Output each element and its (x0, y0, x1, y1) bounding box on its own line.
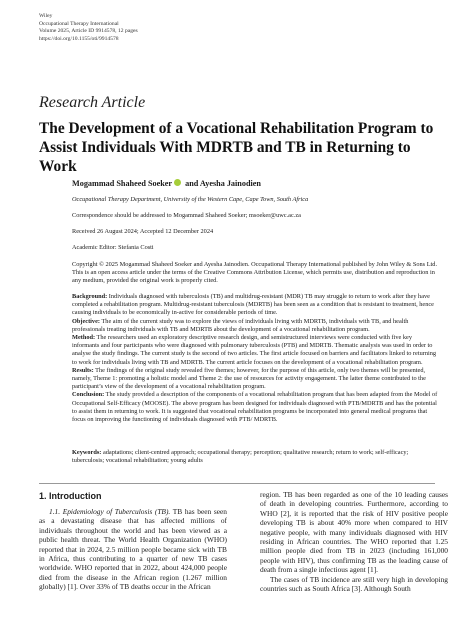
paragraph: The cases of TB incidence are still very high in developing countries such as South Africa [3]. Although South (260, 574, 448, 594)
article-type: Research Article (39, 94, 146, 111)
paragraph: region. TB has been regarded as one of the 10 leading causes of death in developing countries. Furthermore, according to WHO [2], it is reported that the risk of HIV positive people developing TB is about 40% more when compared to HIV negative people, with many individuals diagnosed with HIV residing in African countries. The WHO reported that 1.25 million people died from TB in 2023 (including 161,000 people with HIV), thus confirming TB as the leading cause of death from a single infectious agent [1]. (260, 490, 448, 575)
doi-link[interactable]: https://doi.org/10.1155/oti/9914578 (39, 35, 119, 42)
section-heading-introduction: 1. Introduction (39, 491, 102, 501)
abstract (72, 293, 438, 424)
keywords-label: Keywords: (72, 449, 102, 456)
author-second[interactable]: Ayesha Jainodien (199, 179, 261, 188)
copyright-notice: Copyright © 2025 Mogammad Shaheed Soeker and Ayesha Jainodien. Occupational Therapy International published by John Wiley & Sons Ltd. This is an open access article under the terms of the Creative Commons Attribution License, which permits use, distribution and reproduction in any medium, provided the original work is properly cited. (72, 261, 438, 285)
abstract-conclusion-label: Conclusion: (72, 391, 105, 399)
author-separator: and (183, 179, 200, 188)
correspondence: Correspondence should be addressed to Mogammad Shaheed Soeker; msoeker@uwc.ac.za (72, 212, 301, 219)
author-first[interactable]: Mogammad Shaheed Soeker (72, 179, 173, 188)
abstract-background: Background: Individuals diagnosed with tuberculosis (TB) and multidrug-resistant (MDR) TB may struggle to return to work after they have completed a rehabilitation program. Multidrug-resistant tuberculosis (MDRTB) has been seen as a condition that is resistant to treatment, hence causing individuals to be economically in-active for considerable periods of time. (72, 293, 434, 317)
abstract-objective: Objective: The aim of the current study was to explore the views of individuals living with MDRTB, individuals with TB, and health professionals treating individuals with TB and MDRTB about the development of a vocational rehabilitation program. (72, 317, 409, 333)
body-column-right (260, 490, 448, 593)
volume-line: Volume 2025, Article ID 9914578, 12 pages (39, 28, 138, 35)
abstract-conclusion: Conclusion: The study provided a description of the components of a vocational rehabilitation program that has been adapted from the Model of Occupational Self-Efficacy (MOOSE). The above program has been designed for individuals diagnosed with PTB/MDRTB and has the potential to assist them in returning to work. It is suggested that vocational rehabilitation programs be incorporated into general medical programs that focus on improving the functioning of individuals diagnosed with PTB/ MDRTB. (72, 391, 438, 424)
received-accepted-dates: Received 26 August 2024; Accepted 12 December 2024 (72, 228, 214, 235)
subsection-heading: 1.1. Epidemiology of Tuberculosis (TB). (49, 507, 171, 516)
abstract-method-label: Method: (72, 334, 96, 342)
publisher-name: Wiley (39, 13, 53, 19)
body-column-left: 1.1. Epidemiology of Tuberculosis (TB). TB has been seen as a devastating disease that has affected millions of individuals throughout the world and has been viewed as a public health threat. The World Health Organization (WHO) reported that in 2024, 2.5 million people became sick with TB in Africa, thus contributing to a quarter of new TB cases worldwide. WHO reported that in 2022, about 424,000 people died from the disease in the African region (1.267 million globally) [1]. Over 33% of TB deaths occur in the African (39, 507, 227, 592)
abstract-background-label: Background: (72, 293, 108, 300)
article-title: The Development of a Vocational Rehabilitation Program to Assist Individuals With MDRTB and TB in Returning to Work (39, 120, 434, 175)
journal-name: Occupational Therapy International (39, 20, 119, 27)
academic-editor: Academic Editor: Stefania Costi (72, 244, 154, 251)
abstract-results: Results: The findings of the original study revealed five themes; however, for the purpose of this article, only two themes will be presented, namely, Theme 1: promoting a holistic model and Theme 2: the use of resources for activity engagement. The latter theme contributed to the participant’s view of the development of a vocational rehabilitation program. (72, 366, 426, 391)
keywords: Keywords: adaptations; client-centred approach; occupational therapy; perception; qualitative research; return to work; self-efficacy; tuberculosis; vocational rehabilitation; young adults (72, 449, 409, 465)
abstract-objective-label: Objective: (72, 317, 100, 325)
section-divider (39, 483, 435, 484)
orcid-icon[interactable] (174, 179, 181, 186)
journal-meta (39, 13, 138, 43)
affiliation: Occupational Therapy Department, University of the Western Cape, Cape Town, South Africa (72, 196, 309, 203)
abstract-method: Method: The researchers used an exploratory descriptive research design, and semistructured interviews were conducted with five key informants and four participants who were diagnosed with pulmonary tuberculosis (PTB) and MDRTB. Thematic analysis was used in order to analyse the study findings. The current study is the second of two articles. The first article focused on barriers and facilitators linked to returning to work for individuals living with TB and MDRTB. The current article focuses on the development of a vocational rehabilitation program. (72, 334, 437, 366)
abstract-results-label: Results: (72, 366, 94, 374)
author-line (72, 179, 261, 188)
